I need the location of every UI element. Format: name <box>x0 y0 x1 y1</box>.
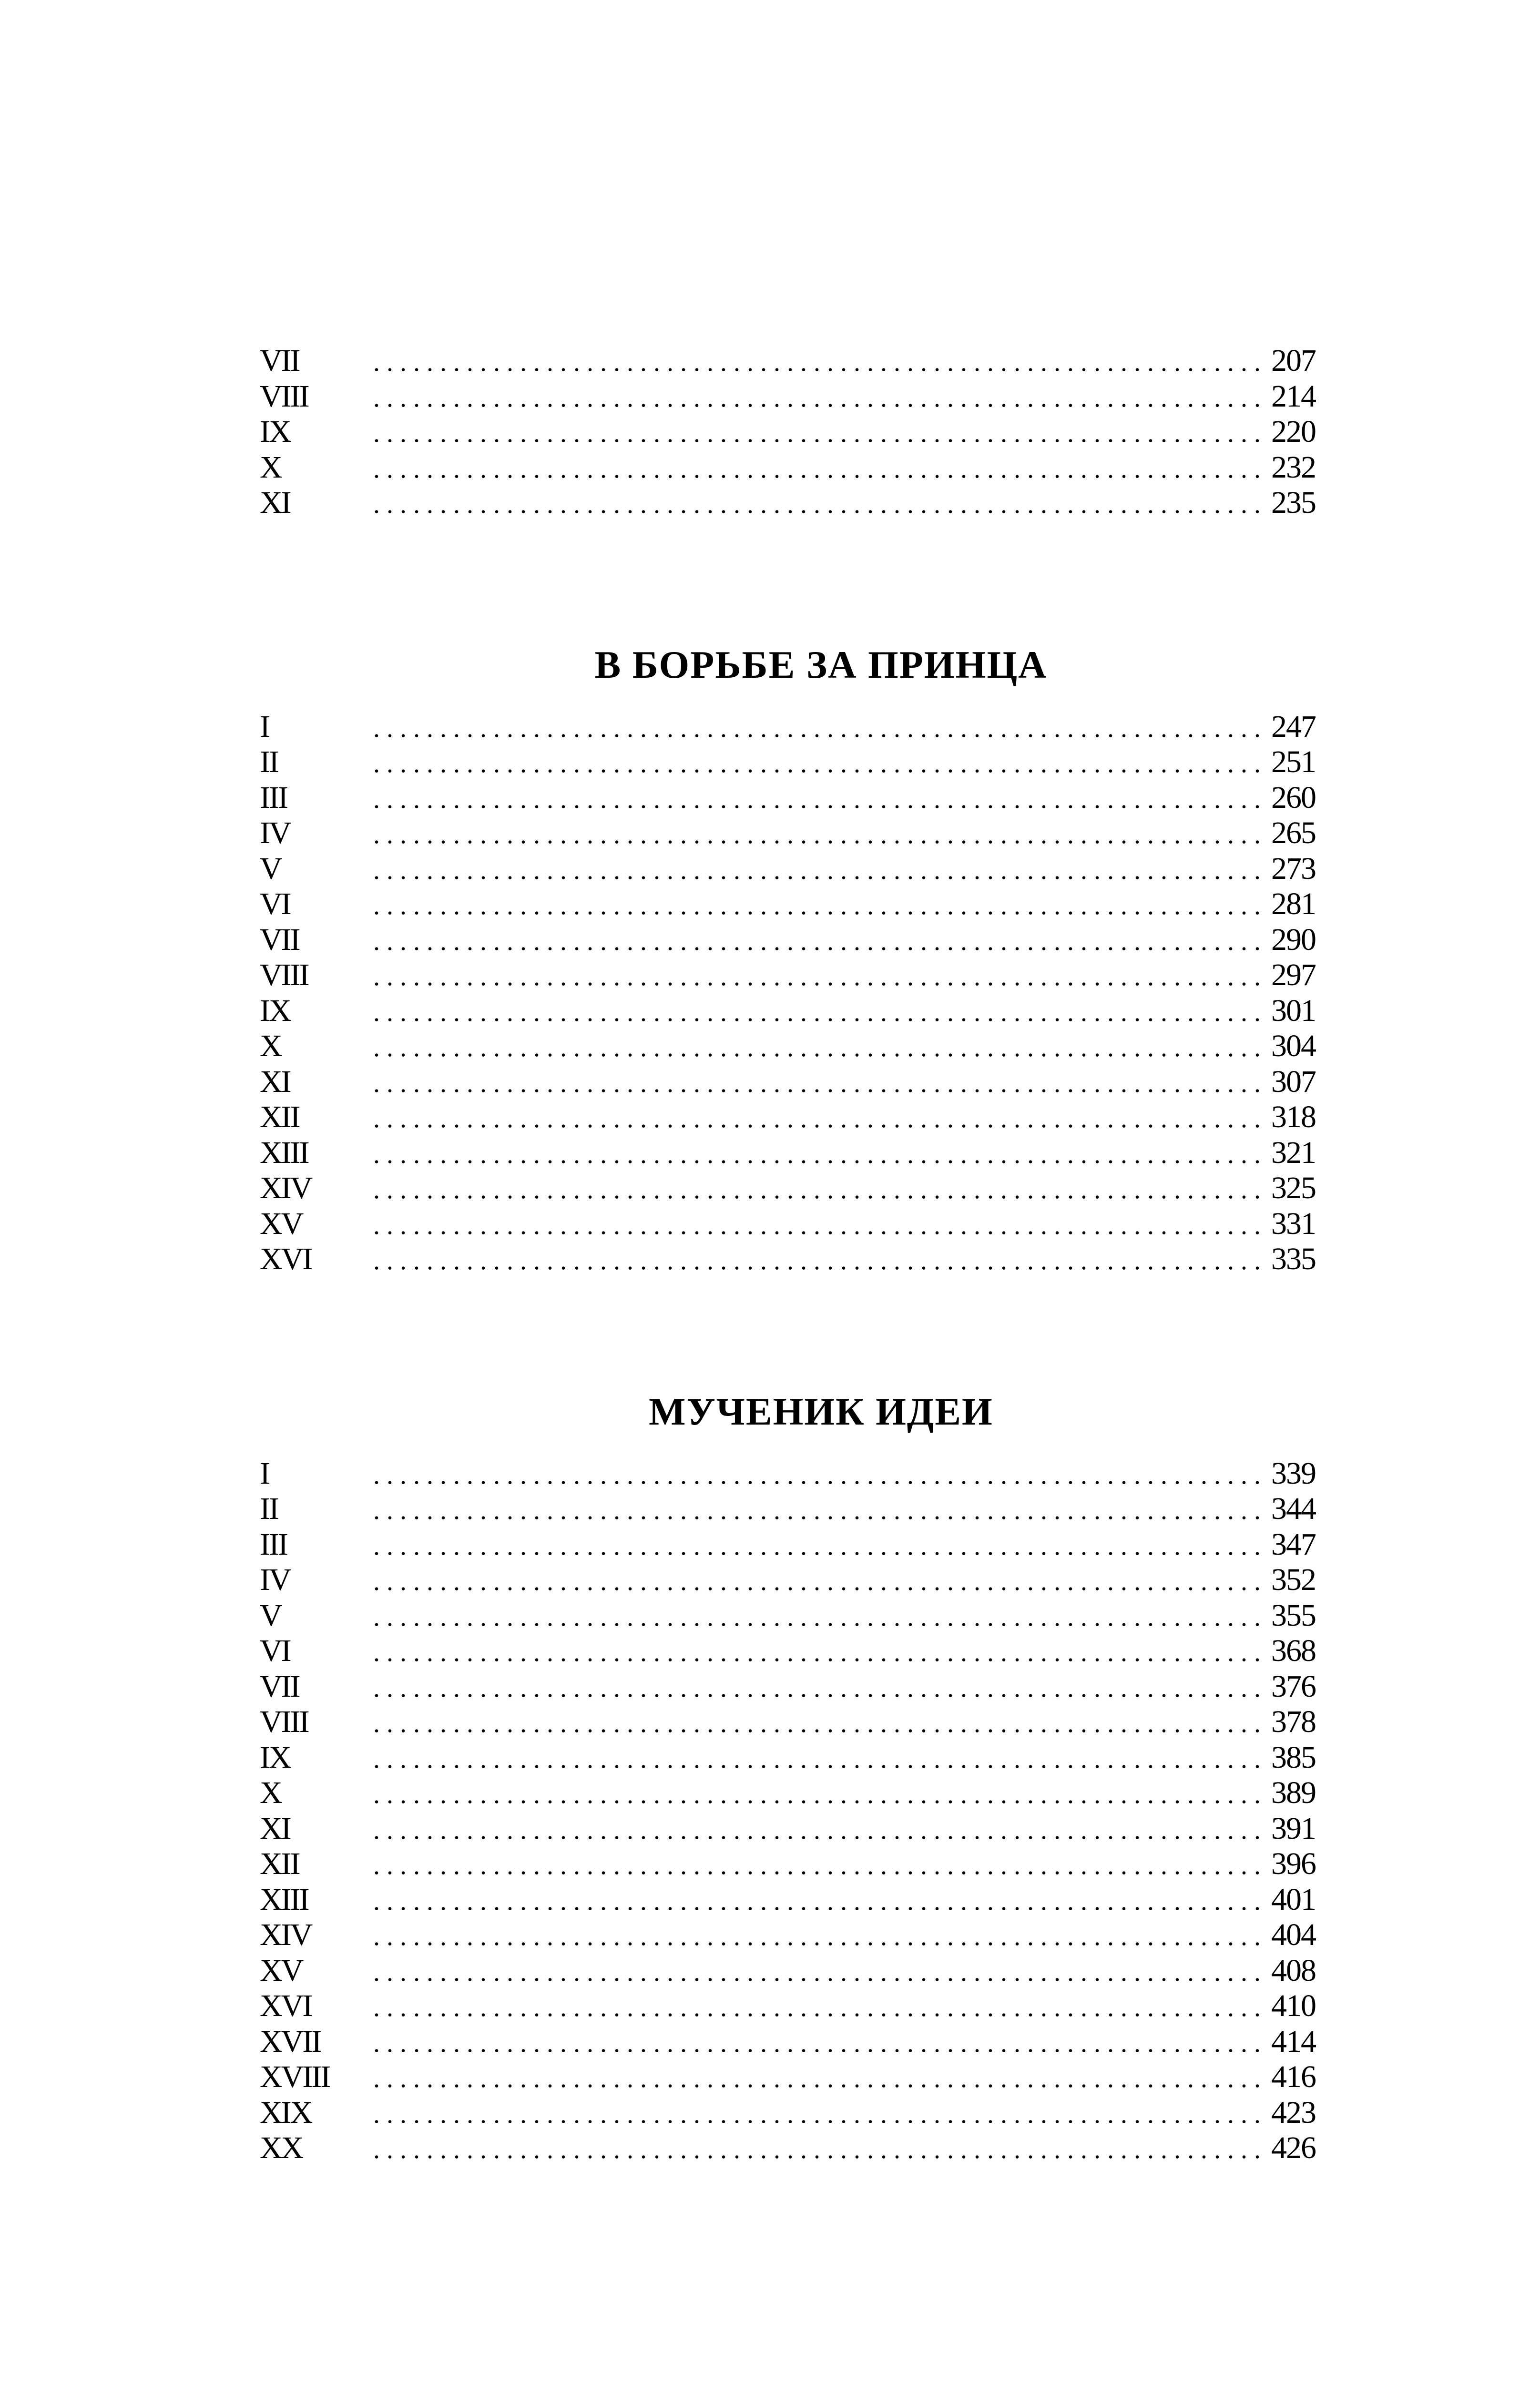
toc-entry <box>260 851 1316 887</box>
page-number: 347 <box>1271 1527 1316 1562</box>
chapter-number: XII <box>260 1846 299 1881</box>
dot-leader <box>369 1564 1265 1599</box>
dot-leader <box>369 1955 1265 1990</box>
page-number: 331 <box>1271 1206 1316 1241</box>
dot-leader <box>369 1777 1265 1813</box>
toc-entry <box>260 343 1316 379</box>
toc-section-martyr-of-idea <box>260 1388 1316 2166</box>
page-number: 389 <box>1271 1775 1316 1810</box>
chapter-number: X <box>260 1029 281 1063</box>
chapter-number: XI <box>260 1064 290 1099</box>
dot-leader <box>369 487 1265 522</box>
page-number: 273 <box>1271 851 1316 886</box>
page-number: 396 <box>1271 1846 1316 1881</box>
chapter-number: XII <box>260 1100 299 1134</box>
chapter-number: VI <box>260 886 290 921</box>
toc-entry <box>260 1527 1316 1563</box>
dot-leader <box>369 995 1265 1030</box>
toc-entry <box>260 2130 1316 2166</box>
dot-leader <box>369 1813 1265 1848</box>
dot-leader <box>369 1243 1265 1279</box>
table-of-contents <box>260 343 1316 2166</box>
toc-entry <box>260 886 1316 922</box>
page-number: 414 <box>1271 2024 1316 2059</box>
page-number: 416 <box>1271 2059 1316 2094</box>
chapter-number: XI <box>260 485 290 520</box>
page-number: 410 <box>1271 1988 1316 2023</box>
page-number: 321 <box>1271 1135 1316 1170</box>
toc-entry <box>260 1064 1316 1100</box>
chapter-number: IV <box>260 1562 290 1597</box>
chapter-number: XIII <box>260 1882 308 1917</box>
chapter-number: XIV <box>260 1917 312 1952</box>
dot-leader <box>369 1599 1265 1635</box>
dot-leader <box>369 1990 1265 2026</box>
dot-leader <box>369 1457 1265 1493</box>
chapter-number: VIII <box>260 957 308 992</box>
chapter-number: XX <box>260 2130 303 2165</box>
toc-entry <box>260 1491 1316 1527</box>
dot-leader <box>369 853 1265 888</box>
dot-leader <box>369 2097 1265 2132</box>
toc-entry <box>260 1740 1316 1776</box>
title-spacer <box>260 1436 1316 1456</box>
dot-leader <box>369 1066 1265 1101</box>
chapter-number: XIII <box>260 1135 308 1170</box>
chapter-number: VI <box>260 1633 290 1668</box>
page-number: 391 <box>1271 1811 1316 1846</box>
chapter-number: II <box>260 744 278 779</box>
toc-entry <box>260 414 1316 450</box>
chapter-number: VIII <box>260 1704 308 1739</box>
dot-leader <box>369 2061 1265 2097</box>
toc-entry <box>260 1135 1316 1171</box>
toc-section-struggle-for-prince <box>260 641 1316 1277</box>
toc-entry <box>260 1988 1316 2024</box>
chapter-number: IX <box>260 1740 290 1775</box>
chapter-number: XIV <box>260 1171 312 1205</box>
page-number: 401 <box>1271 1882 1316 1917</box>
toc-entry <box>260 1882 1316 1918</box>
toc-entry <box>260 815 1316 851</box>
chapter-number: VII <box>260 343 299 378</box>
page-number: 220 <box>1271 414 1316 449</box>
toc-entry <box>260 1633 1316 1669</box>
chapter-number: XVI <box>260 1988 312 2023</box>
section-title: МУЧЕНИК ИДЕИ <box>649 1389 993 1433</box>
chapter-number: IX <box>260 993 290 1028</box>
chapter-number: XVI <box>260 1242 312 1276</box>
page-number: 335 <box>1271 1242 1316 1276</box>
dot-leader <box>369 1137 1265 1172</box>
page-number: 352 <box>1271 1562 1316 1597</box>
chapter-number: II <box>260 1491 278 1526</box>
page-number: 378 <box>1271 1704 1316 1739</box>
dot-leader <box>369 817 1265 853</box>
page-number: 301 <box>1271 993 1316 1028</box>
dot-leader <box>369 1919 1265 1955</box>
page-number: 297 <box>1271 957 1316 992</box>
page-number: 235 <box>1271 485 1316 520</box>
chapter-number: XV <box>260 1953 303 1988</box>
dot-leader <box>369 1706 1265 1741</box>
chapter-number: III <box>260 1527 287 1562</box>
page-number: 325 <box>1271 1171 1316 1205</box>
toc-entry <box>260 1171 1316 1206</box>
page-number: 408 <box>1271 1953 1316 1988</box>
toc-list <box>260 343 1316 521</box>
page-number: 207 <box>1271 343 1316 378</box>
dot-leader <box>369 416 1265 451</box>
chapter-number: IX <box>260 414 290 449</box>
dot-leader <box>369 1208 1265 1243</box>
toc-entry <box>260 957 1316 993</box>
chapter-number: I <box>260 1456 269 1491</box>
toc-entry <box>260 450 1316 486</box>
page-number: 368 <box>1271 1633 1316 1668</box>
chapter-number: IV <box>260 815 290 850</box>
dot-leader <box>369 2132 1265 2168</box>
toc-entry <box>260 1953 1316 1989</box>
chapter-number: VII <box>260 1669 299 1704</box>
chapter-number: XVII <box>260 2024 321 2059</box>
page-number: 423 <box>1271 2095 1316 2130</box>
dot-leader <box>369 380 1265 416</box>
page-number: 251 <box>1271 744 1316 779</box>
page-number: 265 <box>1271 815 1316 850</box>
toc-entry <box>260 709 1316 745</box>
toc-entry <box>260 922 1316 958</box>
page-number: 426 <box>1271 2130 1316 2165</box>
toc-entry <box>260 1562 1316 1598</box>
dot-leader <box>369 1670 1265 1706</box>
dot-leader <box>369 1528 1265 1564</box>
page-number: 247 <box>1271 709 1316 744</box>
chapter-number: X <box>260 1775 281 1810</box>
page-number: 214 <box>1271 378 1316 414</box>
page-number: 307 <box>1271 1064 1316 1099</box>
toc-entry <box>260 1669 1316 1705</box>
dot-leader <box>369 2026 1265 2061</box>
dot-leader <box>369 711 1265 746</box>
page-number: 385 <box>1271 1740 1316 1775</box>
toc-entry <box>260 1846 1316 1882</box>
dot-leader <box>369 1848 1265 1884</box>
chapter-number: XVIII <box>260 2059 330 2094</box>
dot-leader <box>369 1101 1265 1137</box>
page-number: 339 <box>1271 1456 1316 1491</box>
title-spacer <box>260 689 1316 709</box>
toc-entry <box>260 379 1316 415</box>
page-number: 281 <box>1271 886 1316 921</box>
toc-list <box>260 1456 1316 2166</box>
chapter-number: V <box>260 1598 281 1633</box>
chapter-number: III <box>260 780 287 815</box>
toc-entry <box>260 1100 1316 1135</box>
page-number: 404 <box>1271 1917 1316 1952</box>
toc-entry <box>260 1775 1316 1811</box>
toc-entry <box>260 1456 1316 1492</box>
section-spacer <box>260 521 1316 641</box>
chapter-number: XIX <box>260 2095 312 2130</box>
page-number: 318 <box>1271 1100 1316 1134</box>
page-number: 304 <box>1271 1029 1316 1063</box>
toc-entry <box>260 1704 1316 1740</box>
toc-list <box>260 709 1316 1277</box>
toc-entry <box>260 744 1316 780</box>
dot-leader <box>369 1635 1265 1670</box>
toc-entry <box>260 1811 1316 1847</box>
dot-leader <box>369 1884 1265 1919</box>
dot-leader <box>369 1030 1265 1066</box>
chapter-number: VII <box>260 922 299 957</box>
toc-section-continued <box>260 343 1316 521</box>
section-spacer <box>260 1277 1316 1388</box>
toc-entry <box>260 2024 1316 2060</box>
dot-leader <box>369 1172 1265 1208</box>
page-number: 290 <box>1271 922 1316 957</box>
chapter-number: I <box>260 709 269 744</box>
chapter-number: X <box>260 449 281 485</box>
toc-entry <box>260 780 1316 816</box>
page-number: 232 <box>1271 449 1316 485</box>
dot-leader <box>369 1493 1265 1528</box>
dot-leader <box>369 782 1265 817</box>
page-number: 355 <box>1271 1598 1316 1633</box>
page-number: 344 <box>1271 1491 1316 1526</box>
dot-leader <box>369 345 1265 380</box>
toc-entry <box>260 1206 1316 1242</box>
toc-entry <box>260 1917 1316 1953</box>
page-number: 260 <box>1271 780 1316 815</box>
toc-entry <box>260 1242 1316 1277</box>
section-title: В БОРЬБЕ ЗА ПРИНЦА <box>594 642 1048 686</box>
chapter-number: XV <box>260 1206 303 1241</box>
toc-entry <box>260 1598 1316 1634</box>
toc-entry <box>260 2095 1316 2131</box>
dot-leader <box>369 959 1265 995</box>
toc-entry <box>260 2059 1316 2095</box>
dot-leader <box>369 746 1265 782</box>
chapter-number: XI <box>260 1811 290 1846</box>
chapter-number: V <box>260 851 281 886</box>
dot-leader <box>369 1741 1265 1777</box>
dot-leader <box>369 924 1265 959</box>
toc-entry <box>260 485 1316 521</box>
page-number: 376 <box>1271 1669 1316 1704</box>
dot-leader <box>369 451 1265 487</box>
toc-entry <box>260 1029 1316 1064</box>
toc-entry <box>260 993 1316 1029</box>
chapter-number: VIII <box>260 378 308 414</box>
dot-leader <box>369 888 1265 924</box>
